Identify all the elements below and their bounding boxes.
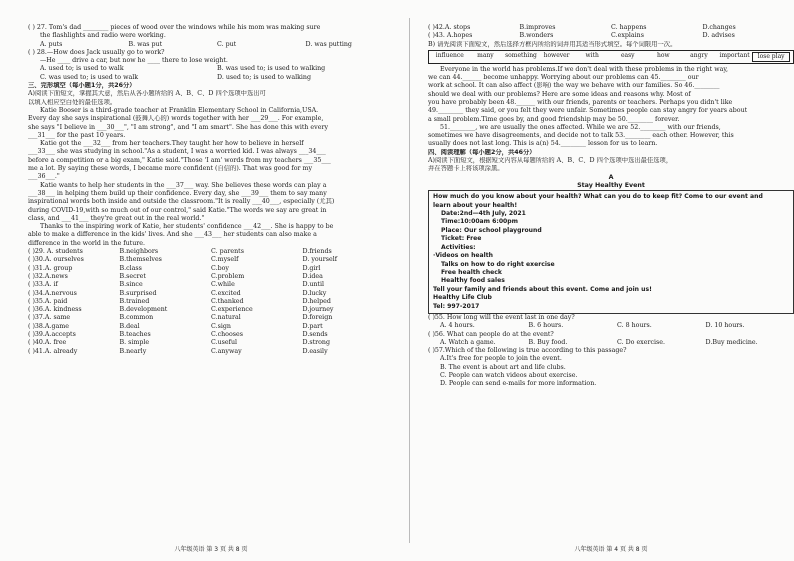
option: A. puts xyxy=(40,40,63,48)
choice-d: D.journey xyxy=(302,306,334,314)
option: D. People can send e-mails for more information. xyxy=(440,380,597,388)
passage-line: Everyone in the world has problems.If we don't deal with these problems in the right way, xyxy=(440,65,729,73)
question-28-cont: —He ____ drive a car, but now he ____ there to lose weight. xyxy=(40,57,228,65)
option: C. put xyxy=(217,40,237,48)
passage-line: Katie got the ___32___ from her teachers.They taught her how to believe in herself xyxy=(40,140,304,148)
question-28: ( ) 28.—How does Jack usually go to work? xyxy=(28,48,165,56)
section-letter: A xyxy=(608,173,614,181)
passage-line: Katie Booser is a third-grade teacher at Franklin Elementary School in California,USA. xyxy=(40,106,319,114)
option: A. Watch a game. xyxy=(440,338,496,346)
question-27-options xyxy=(28,41,394,49)
passage-line: class, and ___41___ they're great out in the real world." xyxy=(28,214,205,222)
passage-line: during COVID-19,with so much out of our control," said Katie."The words we say are great in xyxy=(28,206,327,214)
cloze-choices xyxy=(28,248,394,356)
section-4-instruction-cont: 并在答题卡上将该项涂黑。 xyxy=(428,165,504,173)
option: D. advises xyxy=(702,32,735,40)
section-b-instruction: B) 请先阅读下面短文，然后选择方框内所给的词并用其适当形式填空。每个词限用一次。 xyxy=(428,40,677,48)
choice-d: D.friends xyxy=(302,248,332,256)
option: C. 8 hours. xyxy=(617,322,652,330)
choice-d: D.foreign xyxy=(302,314,333,322)
choice-b: B.surprised xyxy=(119,289,157,297)
passage-line: sometimes we have disagreements, and decide not to talk 53.________ each other. However, this xyxy=(428,132,734,140)
choice-d: D.easily xyxy=(302,347,328,355)
page-4 xyxy=(428,24,794,554)
choice-a: ( )35.A. paid xyxy=(28,297,68,305)
choice-c: C.thanked xyxy=(211,297,244,305)
choice-b: B.deal xyxy=(119,322,140,330)
passage-line: Katie wants to help her students in the ___37___ way. She believes these words can play a xyxy=(40,181,327,189)
choice-c: C.chooses xyxy=(211,330,243,338)
choice-row-39 xyxy=(28,331,394,339)
passage-line: difference in the world in the future. xyxy=(28,239,146,247)
option: B. Buy food. xyxy=(528,338,568,346)
choice-row-34 xyxy=(28,290,394,298)
passage-line: 49.________ they said, or you felt they were unfair. Sometimes people can stay angry for years about xyxy=(428,107,748,115)
option: C. People can watch videos about exercise. xyxy=(440,372,578,380)
box-line: Place: Our school playground xyxy=(441,226,542,234)
choice-b: B.teaches xyxy=(119,330,151,338)
passage-line: Thanks to the inspiring work of Katie, her students' confidence ___42___. She is happy to be xyxy=(40,223,334,231)
option: B. was put xyxy=(128,40,163,48)
option: A. used to; is used to walk xyxy=(40,65,124,73)
section-4-instruction: A)阅读下面短文，根据短文内容从每题所给的 A、B、C、D 四个选项中选出最佳选项， xyxy=(428,157,673,165)
option: B.wonders xyxy=(519,32,554,40)
box-line: Tel: 997-2017 xyxy=(433,302,480,310)
question-28-options-2 xyxy=(28,74,394,82)
choice-b: B.trained xyxy=(119,297,150,305)
question-55-options xyxy=(428,322,794,330)
choice-c: C.while xyxy=(211,281,235,289)
question-55: ( )55. How long will the event last in one day? xyxy=(428,313,575,321)
option: D. was putting xyxy=(305,40,352,48)
option: D.changes xyxy=(702,24,736,31)
box-line: ·Videos on health xyxy=(433,252,494,260)
choice-b: B. simple xyxy=(119,339,150,347)
option: C.explains xyxy=(611,32,644,40)
question-57: ( )57.Which of the following is true according to this passage? xyxy=(428,347,627,355)
choice-c: C.anyway xyxy=(211,347,242,355)
box-line: Free health check xyxy=(441,268,502,276)
question-43-options xyxy=(428,32,794,40)
section-3-instruction: A)阅读下面短文，掌握其大意，然后从各小题所给的 A、B、C、D 四个选项中选出可 xyxy=(28,90,266,98)
option: ( )42.A. stops xyxy=(428,24,471,31)
passage-line: she says "I believe in ___30___", "I am strong", and "I am smart". She has done this with every xyxy=(28,123,329,131)
box-line: Time:10:00am 6:00pm xyxy=(441,218,519,226)
choice-a: ( )39.A.accepts xyxy=(28,330,76,338)
box-line: learn about your health! xyxy=(433,201,518,209)
choice-b: B.class xyxy=(119,264,142,272)
event-notice-box xyxy=(428,190,794,314)
box-line: Ticket: Free xyxy=(441,235,482,243)
choice-b: B.common xyxy=(119,314,154,322)
choice-a: ( )38.A.game xyxy=(28,322,69,330)
passage-line: a small problem.Time goes by, and good friendship may be 50.________ forever. xyxy=(428,115,680,123)
choice-row-31 xyxy=(28,265,394,273)
passage-line: ___36___." xyxy=(28,173,60,181)
choice-d: D.girl xyxy=(302,264,321,272)
box-line: Healthy Life Club xyxy=(433,294,492,302)
word: angry xyxy=(690,51,708,59)
choice-b: B.nearly xyxy=(119,347,147,355)
choice-row-36 xyxy=(28,306,394,314)
passage-line: should we deal with our problems? Here are some ideas and reasons why. Most of xyxy=(428,90,691,98)
box-line: Talks on how to do right exercise xyxy=(441,260,555,268)
page-footer: 八年级英语 第 3 页 共 8 页 xyxy=(174,546,248,554)
word-boxed: lose play xyxy=(752,52,790,62)
choice-a: ( )33.A. if xyxy=(28,281,58,289)
choice-c: C.excited xyxy=(211,289,241,297)
choice-d: D.lucky xyxy=(302,289,327,297)
passage-line: usually does not last long. This is a(n) 54.________ lesson for us to learn. xyxy=(428,140,658,148)
box-line: How much do you know about your health? What can you do to keep fit? Come to our event and xyxy=(433,193,763,201)
passage-line: Every day she says inspirational (鼓舞人心的) words together with her ___29___. For example, xyxy=(28,115,324,123)
word: important xyxy=(719,51,750,59)
choice-b: B.development xyxy=(119,306,168,314)
choice-d: D.idea xyxy=(302,272,323,280)
choice-d: D.until xyxy=(302,281,324,289)
choice-a: ( )34.A.nervous xyxy=(28,289,77,297)
option: A. 4 hours. xyxy=(440,322,475,330)
passage-line: work at school. It can also affect (影响) the way we behave with our families. So 46.________ xyxy=(428,82,720,90)
passage-line: we can 44.______ become unhappy. Worrying about our problems can 45.________ our xyxy=(428,74,699,82)
question-27-cont: the flashlights and radio were working. xyxy=(40,32,166,40)
word: easy xyxy=(620,51,635,59)
section-4-title: 四、阅读理解（每小题2分，共46分） xyxy=(428,148,536,156)
choice-a: ( )36.A. kindness xyxy=(28,306,82,314)
choice-c: C.myself xyxy=(211,256,239,264)
option: B.improves xyxy=(519,24,556,31)
passage-line: ___31___ for the past 10 years. xyxy=(28,131,126,139)
passage-line: me a lot. By saying these words, I became more confident (自信的). That was good for my xyxy=(28,165,313,173)
choice-c: C.natural xyxy=(211,314,241,322)
passage-line: inspirational words both inside and outside the classroom."It is really ___40___, especially (尤其) xyxy=(28,198,335,206)
choice-row-40 xyxy=(28,339,394,347)
choice-c: C.experience xyxy=(211,306,253,314)
choice-b: B.neighbors xyxy=(119,248,159,256)
passage-line: before a competition or a big exam," Katie said."Those 'I am' words from my teachers ___35___ xyxy=(28,156,331,164)
choice-d: D.sends xyxy=(302,330,328,338)
page-3 xyxy=(28,24,394,554)
passage-line: able to make a difference in the kids' lives. And she ___43___ her students can also make a xyxy=(28,231,317,239)
word: influence xyxy=(435,51,464,59)
option: C. Do exercise. xyxy=(617,338,665,346)
choice-a: ( )37.A. same xyxy=(28,314,71,322)
word: with xyxy=(585,51,599,59)
choice-a: ( )30.A. ourselves xyxy=(28,256,84,264)
word: something xyxy=(505,51,537,59)
choice-d: D.part xyxy=(302,322,323,330)
question-27: ( ) 27. Tom's dad ________ pieces of wood over the windows while his mom was making sure xyxy=(28,24,321,31)
choice-c: C.sign xyxy=(211,322,231,330)
event-title: Stay Healthy Event xyxy=(577,181,645,189)
page-footer: 八年级英语 第 4 页 共 8 页 xyxy=(574,546,648,554)
page-divider xyxy=(409,18,410,543)
choice-row-32 xyxy=(28,273,394,281)
box-line: Healthy food sales xyxy=(441,277,505,285)
choice-b: B.secret xyxy=(119,272,146,280)
word-bank xyxy=(428,50,794,64)
question-56-options xyxy=(428,339,794,347)
option: C. happens xyxy=(611,24,647,31)
word: however xyxy=(543,51,570,59)
option: B. The event is about art and life clubs. xyxy=(440,363,566,371)
choice-d: D. yourself xyxy=(302,256,338,264)
choice-a: ( )32.A.news xyxy=(28,272,68,280)
passage-line: you have probably been 48.______ with our friends, parents or teachers. Perhaps you didn't like xyxy=(428,98,733,106)
option: B. 6 hours. xyxy=(528,322,564,330)
choice-d: D.strong xyxy=(302,339,330,347)
word: how xyxy=(657,51,670,59)
cloze-passage xyxy=(28,107,394,248)
choice-row-38 xyxy=(28,323,394,331)
choice-d: D.helped xyxy=(302,297,331,305)
section-3-title: 三、完形填空（每小题1分，共26分） xyxy=(28,82,136,90)
option: D.Buy medicine. xyxy=(705,338,758,346)
choice-row-35 xyxy=(28,298,394,306)
passage-line: 51.________, we are usually the ones affected. While we are 52.________ with our friends, xyxy=(440,123,721,131)
choice-a: ( )41.A. already xyxy=(28,347,78,355)
option: ( )43. A.hopes xyxy=(428,32,473,40)
question-56: ( )56. What can people do at the event? xyxy=(428,330,554,338)
choice-c: C.problem xyxy=(211,272,245,280)
question-28-options-1 xyxy=(28,65,394,73)
choice-b: B.since xyxy=(119,281,143,289)
option: B. was used to; is used to walking xyxy=(217,65,326,73)
box-line: Tell your family and friends about this event. Come and join us! xyxy=(433,285,652,293)
section-3-instruction-cont: 以填入相应空白处的最佳选项。 xyxy=(28,98,117,106)
choice-row-41 xyxy=(28,348,394,356)
option: D. used to; is used to walking xyxy=(217,73,312,81)
choice-b: B.themselves xyxy=(119,256,162,264)
passage-line: ___33___ she was studying in school."As a student, I was a worried kid. I was always ___34___ xyxy=(28,148,326,156)
choice-c: C.boy xyxy=(211,264,229,272)
choice-a: ( )40.A. free xyxy=(28,339,67,347)
choice-a: ( )29. A. students xyxy=(28,248,83,256)
option: D. 10 hours. xyxy=(705,322,745,330)
choice-row-29 xyxy=(28,248,394,256)
option: C. was used to; is used to walk xyxy=(40,73,139,81)
choice-row-30 xyxy=(28,256,394,264)
fill-passage xyxy=(428,66,794,149)
passage-line: ___38___ in helping them build up their confidence. Every day, she ___39___ them to say many xyxy=(28,189,327,197)
word: many xyxy=(477,51,494,59)
box-line: Date:2nd—4th July, 2021 xyxy=(441,210,526,218)
choice-row-33 xyxy=(28,281,394,289)
choice-a: ( )31.A. group xyxy=(28,264,73,272)
question-42-options xyxy=(428,24,794,32)
choice-row-37 xyxy=(28,314,394,322)
choice-c: C.useful xyxy=(211,339,238,347)
choice-c: C. parents xyxy=(211,248,244,256)
option: A.It's free for people to join the event. xyxy=(440,355,562,363)
box-line: Activities: xyxy=(441,243,476,251)
